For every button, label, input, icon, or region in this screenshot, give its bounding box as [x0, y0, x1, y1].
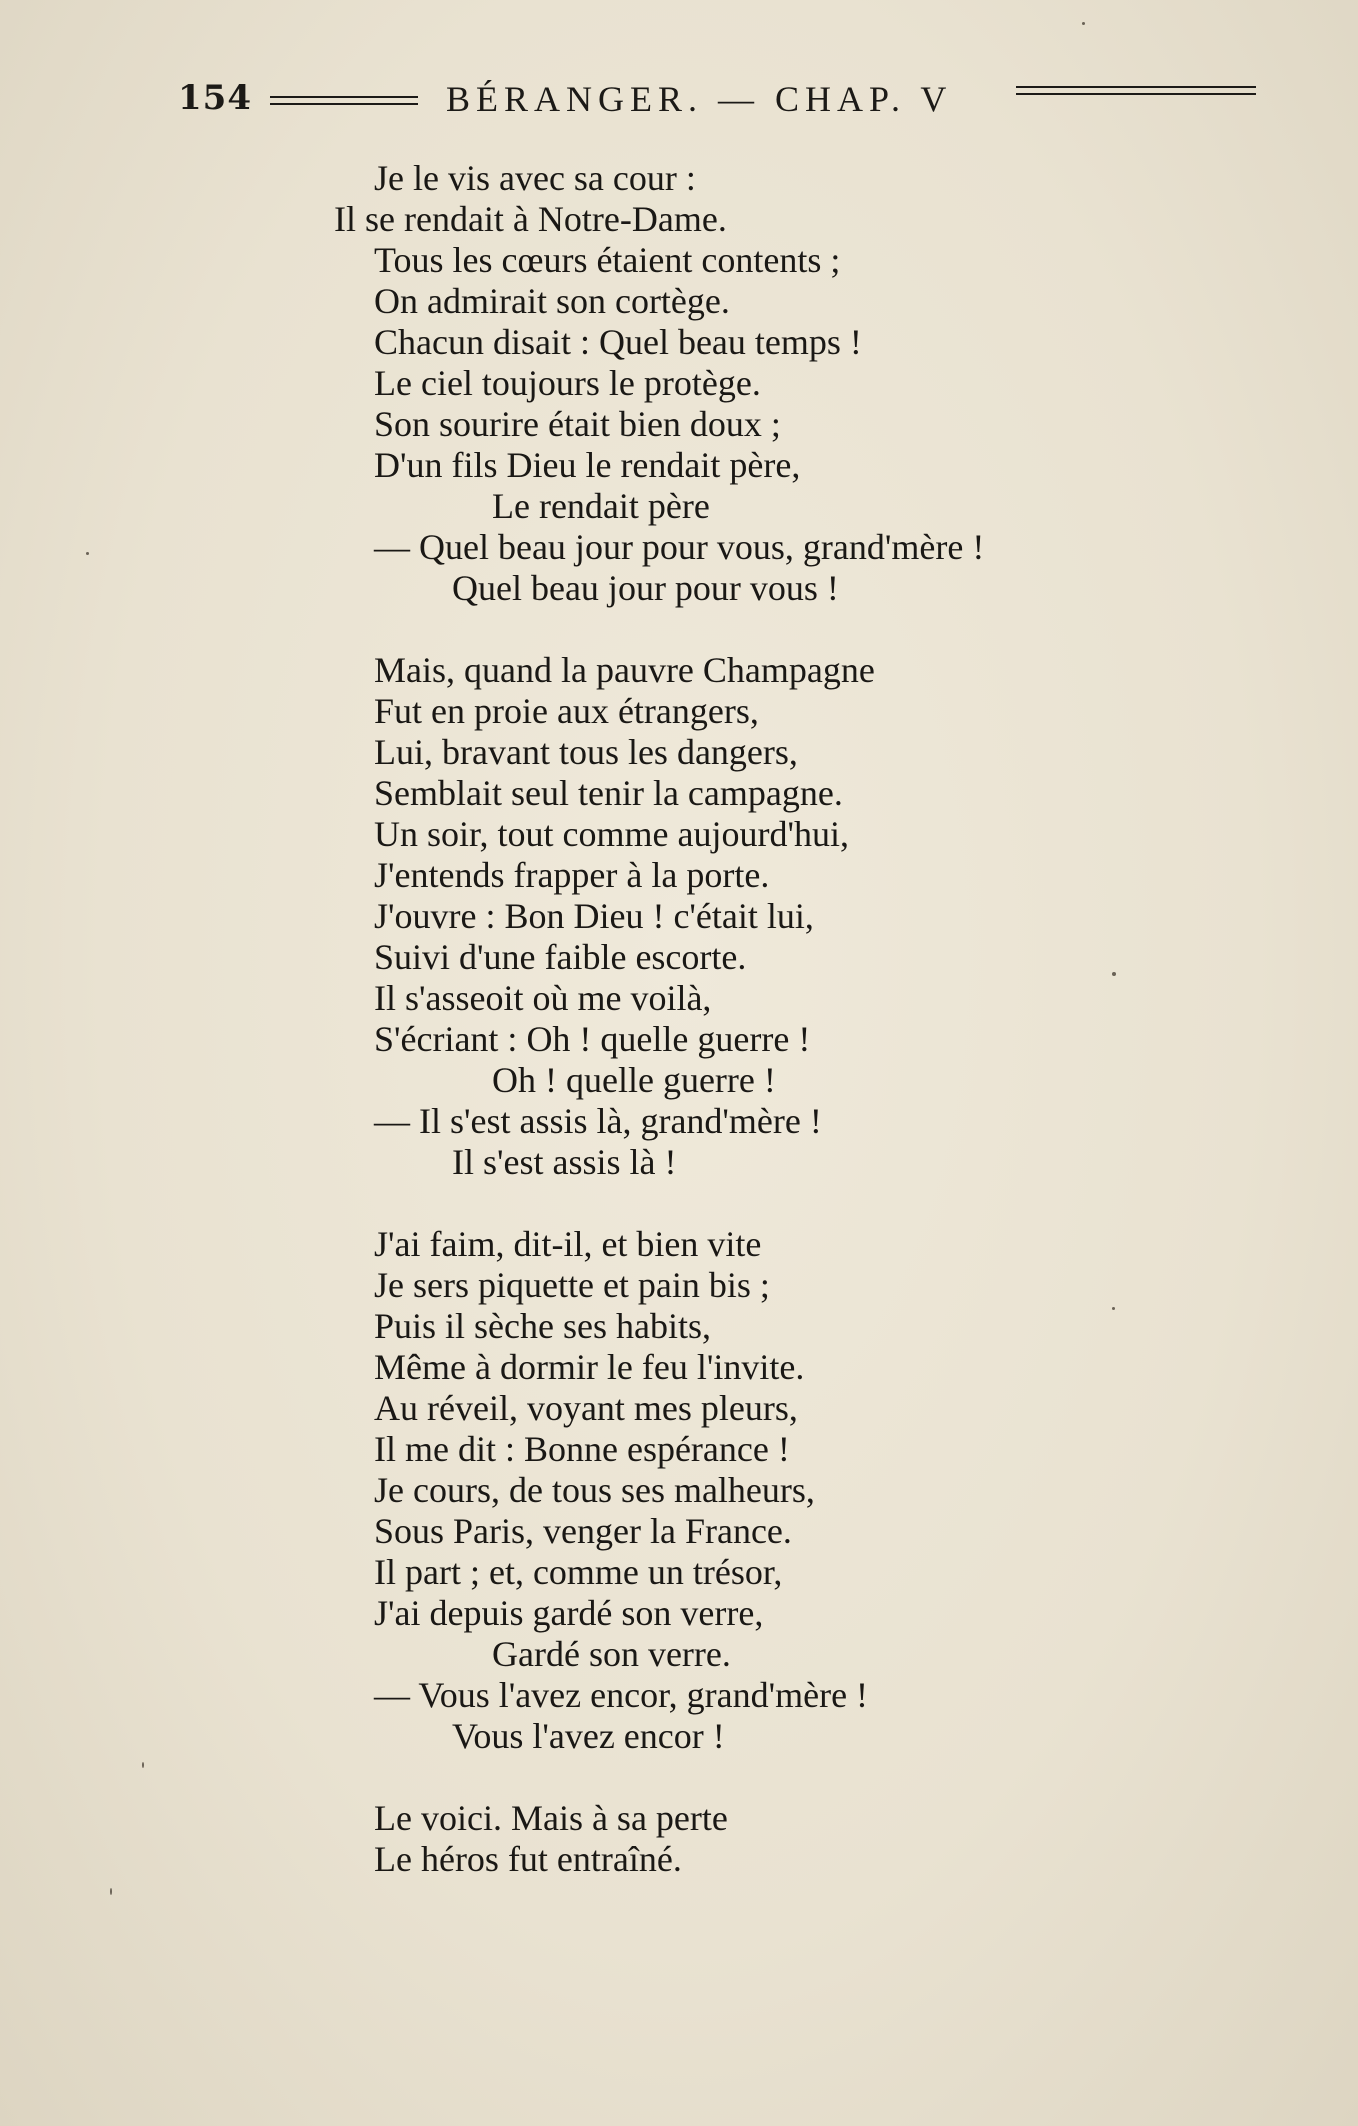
- poem-line: Je le vis avec sa cour :: [374, 158, 696, 198]
- poem-line: — Il s'est assis là, grand'mère !: [374, 1101, 822, 1141]
- poem-line: — Quel beau jour pour vous, grand'mère !: [374, 527, 985, 567]
- paper-speck: [1112, 1307, 1115, 1310]
- poem-line: Il part ; et, comme un trésor,: [374, 1552, 783, 1592]
- poem-line: Oh ! quelle guerre !: [492, 1060, 776, 1100]
- poem-line: J'ai depuis gardé son verre,: [374, 1593, 764, 1633]
- poem-line: J'ai faim, dit-il, et bien vite: [374, 1224, 762, 1264]
- poem-line: — Vous l'avez encor, grand'mère !: [374, 1675, 869, 1715]
- poem-line: Le rendait père: [492, 486, 710, 526]
- poem-line: Un soir, tout comme aujourd'hui,: [374, 814, 849, 854]
- poem-line: S'écriant : Oh ! quelle guerre !: [374, 1019, 811, 1059]
- poem-line: Son sourire était bien doux ;: [374, 404, 781, 444]
- poem-line: Sous Paris, venger la France.: [374, 1511, 792, 1551]
- poem-line: D'un fils Dieu le rendait père,: [374, 445, 801, 485]
- header-rule-left: [270, 96, 418, 105]
- poem-line: Le héros fut entraîné.: [374, 1839, 682, 1879]
- poem-line: Gardé son verre.: [492, 1634, 731, 1674]
- poem-line: Le ciel toujours le protège.: [374, 363, 761, 403]
- poem-line: Je cours, de tous ses malheurs,: [374, 1470, 815, 1510]
- poem-line: Suivi d'une faible escorte.: [374, 937, 747, 977]
- poem-line: Tous les cœurs étaient contents ;: [374, 240, 841, 280]
- poem-line: On admirait son cortège.: [374, 281, 730, 321]
- paper-speck: [110, 1888, 112, 1895]
- page-header: [178, 72, 1268, 122]
- paper-speck: [1112, 972, 1116, 976]
- poem-line: Quel beau jour pour vous !: [452, 568, 839, 608]
- poem-line: Puis il sèche ses habits,: [374, 1306, 711, 1346]
- poem-line: Il s'est assis là !: [452, 1142, 677, 1182]
- page-number: 154: [178, 78, 252, 118]
- poem-line: Mais, quand la pauvre Champagne: [374, 650, 875, 690]
- poem-line: Semblait seul tenir la campagne.: [374, 773, 843, 813]
- paper-speck: [1082, 22, 1085, 25]
- poem-line: Au réveil, voyant mes pleurs,: [374, 1388, 798, 1428]
- poem-line: Le voici. Mais à sa perte: [374, 1798, 728, 1838]
- poem-line: Lui, bravant tous les dangers,: [374, 732, 798, 772]
- running-head: BÉRANGER. — CHAP. V: [446, 79, 953, 119]
- paper-speck: [142, 1762, 144, 1768]
- poem-line: Il s'asseoit où me voilà,: [374, 978, 712, 1018]
- poem-line: Je sers piquette et pain bis ;: [374, 1265, 770, 1305]
- poem-line: Même à dormir le feu l'invite.: [374, 1347, 805, 1387]
- poem-line: Il me dit : Bonne espérance !: [374, 1429, 790, 1469]
- poem-line: Fut en proie aux étrangers,: [374, 691, 759, 731]
- poem-line: J'ouvre : Bon Dieu ! c'était lui,: [374, 896, 814, 936]
- paper-speck: [86, 552, 89, 555]
- header-rule-right: [1016, 86, 1256, 95]
- poem-line: Il se rendait à Notre-Dame.: [334, 199, 727, 239]
- poem-line: Vous l'avez encor !: [452, 1716, 725, 1756]
- poem-line: J'entends frapper à la porte.: [374, 855, 770, 895]
- poem-line: Chacun disait : Quel beau temps !: [374, 322, 862, 362]
